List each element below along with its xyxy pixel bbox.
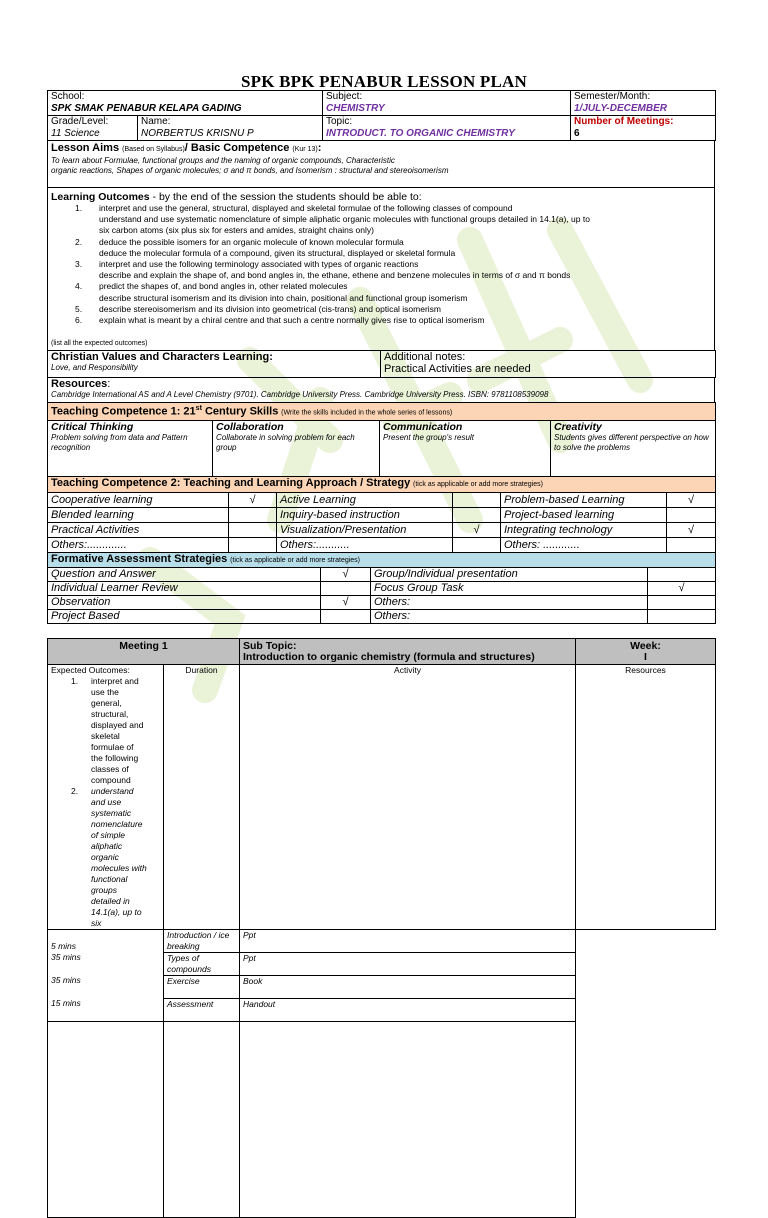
expected-label: Expected Outcomes: (51, 664, 130, 675)
school-label: School: (51, 91, 85, 102)
activity-cell (164, 1021, 240, 1217)
outcome-text: predict the shapes of, and bond angles in, other related molecules (99, 281, 348, 292)
outcomes-heading (51, 191, 711, 203)
outcome-number: 1. (75, 203, 83, 213)
subtopic-cell (240, 638, 576, 664)
tc1-critical-thinking (48, 420, 213, 476)
outcome-text: interpret and use the general, structural, displayed and skeletal formulae of the following classes of compound (99, 203, 513, 213)
tc1-head: Creativity (554, 420, 602, 433)
outcome-item (51, 237, 711, 248)
values-label: Christian Values and Characters Learning: (51, 351, 273, 364)
tick-cell (648, 595, 716, 609)
tc1-head: Communication (383, 420, 463, 433)
outcome-number: 3. (75, 259, 83, 270)
outcomes-list (51, 203, 711, 326)
tick-cell (229, 537, 277, 552)
meetings-value: 6 (574, 128, 580, 139)
meetings-label: Number of Meetings: (574, 116, 674, 127)
subject-label: Subject: (326, 91, 363, 102)
resource-cell: Handout (240, 998, 576, 1021)
meetings-cell (571, 116, 716, 141)
outcome-number: 5. (75, 303, 83, 314)
tc2-label: Teaching Competence 2: Teaching and Learning Approach / Strategy (51, 476, 411, 489)
school-cell (48, 91, 323, 116)
fas-header (48, 552, 716, 567)
table-row (48, 492, 716, 507)
duration-cell: 15 mins (48, 998, 164, 1021)
duration-cell: 35 mins (48, 952, 164, 975)
outcome-text: explain what is meant by a chiral centre and that such a centre normally gives rise to optical isomerism (99, 315, 485, 326)
notes-value: Practical Activities are needed (384, 363, 531, 376)
outcome-text: describe and explain the shape of, and bond angles in, the ethane, ethene and benzene molecules in terms of σ and π bonds (99, 270, 571, 281)
activity-cell: Types of compounds (164, 952, 240, 975)
outcome-item (51, 248, 711, 259)
tc2-header (48, 476, 716, 492)
semester-label: Semester/Month: (574, 91, 651, 102)
aims-heading (51, 142, 711, 156)
tc1-label: Teaching Competence 1: 21 (51, 405, 196, 418)
semester-cell (571, 91, 716, 116)
outcome-item (51, 304, 711, 315)
meeting-table (47, 638, 716, 1218)
tc1-collaboration (213, 420, 380, 476)
resources-table (47, 377, 715, 403)
aims-colon: : (317, 142, 322, 154)
tick-cell (453, 507, 501, 522)
tick-cell (453, 492, 501, 507)
aims-note: (Based on Syllabus) (122, 146, 185, 153)
week-label: Week: (630, 639, 661, 652)
duration-cell: 35 mins (48, 975, 164, 998)
expected-number: 1. (71, 675, 79, 686)
values-table (47, 350, 716, 378)
table-row (48, 537, 716, 552)
outcome-text: describe stereoisomerism and its division into geometrical (cis-trans) and optical isomerism (99, 303, 442, 314)
topic-value: INTRODUCT. TO ORGANIC CHEMISTRY (326, 128, 515, 139)
strategy-cell: Inquiry-based instruction (277, 507, 453, 522)
expected-number: 2. (71, 785, 79, 796)
table-row (48, 595, 716, 609)
tick-cell: √ (321, 595, 371, 609)
name-cell (138, 116, 323, 141)
table-row (48, 975, 716, 998)
outcome-item (51, 270, 711, 281)
strategy-cell: Problem-based Learning (501, 492, 667, 507)
competence-note: (Kur 13) (292, 146, 318, 153)
strategy-cell: Visualization/Presentation (277, 522, 453, 537)
strategy-cell: Cooperative learning (48, 492, 229, 507)
tick-cell (229, 522, 277, 537)
expected-list (51, 676, 160, 929)
tc1-head: Collaboration (216, 420, 284, 433)
outcome-text: six carbon atoms (six plus six for esters and amides, straight chains only) (99, 225, 374, 236)
semester-value: 1/JULY-DECEMBER (574, 103, 667, 114)
expected-item (51, 676, 160, 786)
tick-cell (229, 507, 277, 522)
resource-cell: Ppt (240, 929, 576, 952)
page-title: SPK BPK PENABUR LESSON PLAN (241, 72, 527, 91)
outcome-text: deduce the molecular formula of a compound, given its structural, displayed or skeletal formula (99, 247, 456, 258)
outcome-number: 4. (75, 281, 83, 292)
subtopic-label: Sub Topic: (243, 639, 297, 652)
resources-label: Resources (51, 378, 108, 391)
tc1-sup: st (195, 405, 202, 413)
tick-cell: √ (648, 581, 716, 595)
tc1-body: Students gives different perspective on how to solve the problems (554, 432, 709, 452)
grade-cell (48, 116, 138, 141)
table-row (48, 952, 716, 975)
table-row (48, 567, 716, 581)
aims-line-1: To learn about Formulae, functional groups and the naming of organic compounds, Characteristic (51, 156, 395, 165)
tick-cell: √ (667, 492, 716, 507)
tick-cell (321, 581, 371, 595)
outcome-number: 2. (75, 236, 83, 247)
assessment-cell: Question and Answer (48, 567, 321, 581)
resources-header: Resources (576, 664, 716, 929)
tc1-label-b: Century Skills (201, 405, 279, 418)
tick-cell: √ (229, 492, 277, 507)
expected-outcomes-cell (48, 664, 164, 929)
duration-cell: 5 mins (48, 929, 164, 952)
subject-cell (323, 91, 571, 116)
header-table-2 (47, 115, 716, 141)
resources-colon: : (107, 378, 111, 391)
header-table (47, 90, 716, 116)
school-value: SPK SMAK PENABUR KELAPA GADING (51, 103, 242, 114)
activity-cell: Assessment (164, 998, 240, 1021)
table-row (48, 507, 716, 522)
assessment-cell: Observation (48, 595, 321, 609)
strategy-cell: Blended learning (48, 507, 229, 522)
values-value: Love, and Responsibility (51, 363, 138, 373)
outcome-item (51, 259, 711, 270)
duration-cell (48, 1021, 164, 1217)
outcome-item (51, 203, 711, 214)
fas-label: Formative Assessment Strategies (51, 552, 228, 565)
aims-table (47, 140, 715, 188)
activity-header: Activity (240, 664, 576, 929)
outcome-text: describe structural isomerism and its division into chain, positional and functional group isomerism (99, 292, 468, 303)
lesson-plan (47, 90, 715, 1218)
outcome-number: 6. (75, 315, 83, 326)
resources-heading (51, 378, 711, 390)
table-row (48, 998, 716, 1021)
week-value: I (644, 650, 647, 663)
tc1-creativity (551, 420, 716, 476)
tc2-note: (tick as applicable or add more strategies) (412, 480, 543, 488)
tc1-communication (380, 420, 551, 476)
strategy-cell: Project-based learning (501, 507, 667, 522)
tick-cell: √ (667, 522, 716, 537)
tick-cell: √ (321, 567, 371, 581)
expected-text: understand and use systematic nomenclature of simple aliphatic organic molecules with functional groups detailed in 14.1(a), up to six (91, 785, 147, 928)
subtopic-value: Introduction to organic chemistry (formula and structures) (243, 650, 535, 663)
table-row (48, 581, 716, 595)
expected-text: interpret and use the general, structural, displayed and skeletal formulae of the following classes of compound (91, 675, 144, 785)
strategy-cell: Active Learning (277, 492, 453, 507)
strategy-cell: Others:........... (277, 537, 453, 552)
assessment-cell: Individual Learner Review (48, 581, 321, 595)
tc1-body: Collaborate in solving problem for each group (216, 432, 355, 452)
fas-note: (tick as applicable or add more strategies) (230, 556, 361, 564)
aims-label: Lesson Aims (51, 142, 120, 154)
resource-cell: Ppt (240, 952, 576, 975)
duration-header: Duration (164, 664, 240, 929)
resource-cell: Book (240, 975, 576, 998)
outcomes-intro: - by the end of the session the students should be able to: (149, 191, 422, 203)
outcome-item (51, 281, 711, 292)
assessment-cell: Others: (371, 609, 648, 623)
tick-cell (648, 609, 716, 623)
competence-label: / Basic Competence (184, 142, 290, 154)
outcomes-table (47, 187, 715, 351)
activity-cell: Introduction / ice breaking (164, 929, 240, 952)
name-value: NORBERTUS KRISNU P (141, 128, 254, 139)
name-label: Name: (141, 116, 171, 127)
tc1-note: (Write the skills included in the whole series of lessons) (281, 409, 453, 417)
table-row (48, 522, 716, 537)
strategy-cell: Integrating technology (501, 522, 667, 537)
outcomes-label: Learning Outcomes (51, 191, 150, 203)
assessment-cell: Project Based (48, 609, 321, 623)
tick-cell (321, 609, 371, 623)
tc1-head: Critical Thinking (51, 420, 134, 433)
assessment-cell: Focus Group Task (371, 581, 648, 595)
topic-cell (323, 116, 571, 141)
tick-cell (648, 567, 716, 581)
tc1-table (47, 402, 716, 476)
tick-cell (667, 507, 716, 522)
outcomes-footer: (list all the expected outcomes) (51, 340, 148, 348)
table-row (48, 609, 716, 623)
tick-cell (667, 537, 716, 552)
outcome-item (51, 225, 711, 236)
meeting-title: Meeting 1 (48, 638, 240, 664)
aims-line-2: organic reactions, Shapes of organic molecules; σ and π bonds, and Isomerism : structural and stereoisomerism (51, 166, 449, 175)
table-row (48, 929, 716, 952)
outcome-item (51, 293, 711, 304)
tc1-body: Present the group's result (383, 432, 474, 442)
grade-label: Grade/Level: (51, 116, 109, 127)
outcome-text: interpret and use the following terminology associated with types of organic reactions (99, 259, 419, 270)
expected-item (51, 786, 160, 929)
assessment-cell: Group/Individual presentation (371, 567, 648, 581)
strategy-cell: Practical Activities (48, 522, 229, 537)
subject-value: CHEMISTRY (326, 103, 385, 114)
tc1-header (48, 403, 716, 420)
outcome-text: deduce the possible isomers for an organic molecule of known molecular formula (99, 236, 404, 247)
tick-cell: √ (453, 522, 501, 537)
topic-label: Topic: (326, 116, 353, 127)
notes-label: Additional notes: (384, 351, 466, 364)
outcome-item (51, 214, 711, 225)
fas-table (47, 552, 716, 624)
assessment-cell: Others: (371, 595, 648, 609)
outcome-text: understand and use systematic nomenclature of simple aliphatic organic molecules with functional groups detailed in 14.1(a), up to (99, 214, 590, 225)
table-row (48, 1021, 716, 1217)
outcome-item (51, 315, 711, 326)
grade-value: 11 Science (51, 128, 100, 139)
resource-cell (240, 1021, 576, 1217)
resources-value: Cambridge International AS and A Level Chemistry (9701). Cambridge University Press. Cambridge University Press. ISBN: 9781108539098 (51, 390, 549, 400)
strategy-cell: Others:............. (48, 537, 229, 552)
tc2-table (47, 476, 716, 553)
activity-cell: Exercise (164, 975, 240, 998)
tc1-body: Problem solving from data and Pattern recognition (51, 432, 188, 452)
strategy-cell: Others: ............ (501, 537, 667, 552)
week-cell (576, 638, 716, 664)
tick-cell (453, 537, 501, 552)
